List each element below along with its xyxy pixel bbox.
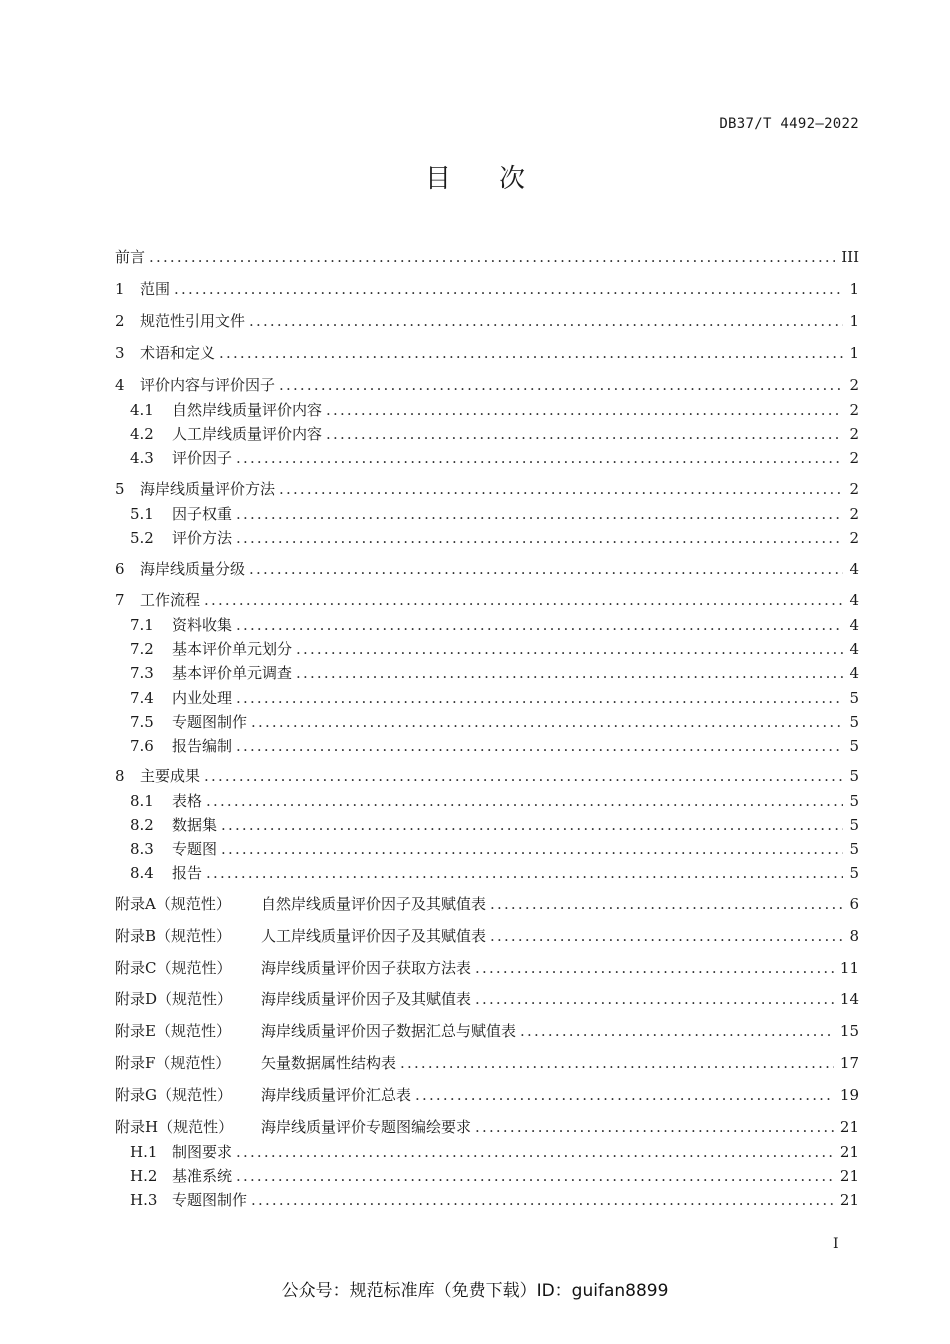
toc-entry-label (115, 988, 471, 1009)
toc-entry-number: 7.6 (130, 737, 154, 755)
toc-leader-dots (415, 1086, 834, 1104)
toc-entry-number: 1 (115, 280, 125, 298)
toc-entry-page: 5 (849, 737, 859, 755)
toc-entry-number: 4 (115, 376, 125, 394)
toc-entry-label (115, 893, 486, 914)
toc-entry-label (115, 925, 486, 946)
toc-entry-page: 4 (849, 664, 859, 682)
toc-entry-title: 专题图制作 (172, 713, 248, 731)
toc-entry-label (115, 278, 170, 299)
toc-entry-label (130, 735, 232, 756)
toc-entry-title: 评价内容与评价因子 (140, 376, 276, 394)
toc-entry-label (130, 614, 232, 635)
toc-entry[interactable] (115, 893, 859, 914)
toc-entry-number: 8.1 (130, 792, 154, 810)
toc-entry-number: 8.3 (130, 840, 154, 858)
toc-entry-number: H.2 (130, 1167, 158, 1185)
toc-entry-page: 1 (849, 344, 859, 362)
toc-leader-dots (204, 591, 843, 609)
toc-entry-label (115, 1084, 411, 1105)
toc-entry-title: 人工岸线质量评价因子及其赋值表 (261, 927, 487, 945)
toc-leader-dots (236, 616, 843, 634)
toc-entry-label (115, 1116, 471, 1137)
toc-entry-label (130, 662, 292, 683)
toc-entry[interactable] (115, 1084, 859, 1105)
toc-entry-number: 附录E（规范性） (115, 1022, 231, 1040)
toc-entry-page: 1 (849, 312, 859, 330)
toc-entry-title: 海岸线质量评价因子及其赋值表 (261, 990, 472, 1008)
toc-entry-label (130, 687, 232, 708)
toc-entry-number: 附录A（规范性） (115, 895, 231, 913)
toc-entry-title: 基本评价单元划分 (172, 640, 293, 658)
toc-entry-page: 5 (849, 816, 859, 834)
toc-leader-dots (236, 505, 843, 523)
toc-leader-dots (236, 689, 843, 707)
toc-leader-dots (490, 927, 843, 945)
toc-entry[interactable] (115, 790, 859, 811)
toc-entry-number: 2 (115, 312, 125, 330)
toc-entry-title: 术语和定义 (140, 344, 216, 362)
toc-entry-page: 5 (849, 713, 859, 731)
toc-entry-page: III (841, 248, 859, 266)
toc-entry-page: 5 (849, 767, 859, 785)
toc-entry-title: 海岸线质量评价因子数据汇总与赋值表 (261, 1022, 517, 1040)
toc-entry-label (130, 423, 322, 444)
toc-entry-title: 主要成果 (140, 767, 201, 785)
toc-entry-number: 7.2 (130, 640, 154, 658)
toc-entry[interactable] (115, 558, 859, 579)
toc-leader-dots (174, 280, 843, 298)
toc-entry-title: 海岸线质量评价专题图编绘要求 (261, 1118, 472, 1136)
toc-entry[interactable] (115, 862, 859, 883)
toc-entry-page: 4 (849, 591, 859, 609)
toc-entry-title: 自然岸线质量评价因子及其赋值表 (261, 895, 487, 913)
toc-leader-dots (520, 1022, 834, 1040)
toc-entry-title: 海岸线质量评价汇总表 (261, 1086, 412, 1104)
toc-entry-label (130, 447, 232, 468)
toc-entry-label (115, 1052, 396, 1073)
toc-entry-title: 矢量数据属性结构表 (261, 1054, 397, 1072)
toc-entry[interactable] (115, 310, 859, 331)
toc-entry-title: 专题图制作 (172, 1191, 248, 1209)
toc-entry-number: 5 (115, 480, 125, 498)
toc-entry[interactable] (115, 1052, 859, 1073)
toc-entry[interactable] (115, 399, 859, 420)
toc-entry-label (130, 1165, 232, 1186)
toc-entry-title: 海岸线质量评价因子获取方法表 (261, 959, 472, 977)
toc-entry[interactable] (115, 278, 859, 299)
toc-entry-page: 21 (839, 1167, 859, 1185)
toc-leader-dots (249, 560, 843, 578)
toc-entry-label (130, 1141, 232, 1162)
toc-entry-title: 前言 (115, 248, 146, 266)
toc-entry-title: 专题图 (172, 840, 218, 858)
toc-entry-label (115, 957, 471, 978)
toc-entry-number: H.1 (130, 1143, 158, 1161)
toc-leader-dots (279, 480, 843, 498)
toc-leader-dots (249, 312, 843, 330)
toc-entry-number: 7.5 (130, 713, 154, 731)
toc-entry[interactable] (115, 1020, 859, 1041)
toc-entry-page: 2 (849, 376, 859, 394)
toc-entry[interactable] (115, 527, 859, 548)
toc-entry-title: 制图要求 (172, 1143, 233, 1161)
toc-entry-label (130, 638, 292, 659)
toc-leader-dots (236, 529, 843, 547)
toc-entry[interactable] (115, 478, 859, 499)
toc-entry-label (115, 765, 200, 786)
toc-entry[interactable] (115, 1116, 859, 1137)
toc-entry[interactable] (115, 838, 859, 859)
toc-entry-number: 附录H（规范性） (115, 1118, 234, 1136)
toc-entry-page: 21 (839, 1143, 859, 1161)
toc-entry-title: 资料收集 (172, 616, 233, 634)
toc-entry[interactable] (115, 374, 859, 395)
toc-entry-label (115, 589, 200, 610)
document-code: DB37/T 4492—2022 (719, 116, 859, 132)
toc-leader-dots (326, 401, 843, 419)
toc-entry[interactable] (115, 638, 859, 659)
toc-entry-page: 14 (839, 990, 859, 1008)
toc-entry-number: 5.1 (130, 505, 154, 523)
toc-entry-number: 7.1 (130, 616, 154, 634)
watermark-text: 公众号：规范标准库（免费下载）ID：guifan8899 (281, 1281, 669, 1301)
toc-entry-title: 海岸线质量分级 (140, 560, 246, 578)
toc-entry[interactable] (115, 988, 859, 1009)
toc-entry-number: 附录B（规范性） (115, 927, 232, 945)
toc-entry-title: 基准系统 (172, 1167, 233, 1185)
toc-entry-page: 2 (849, 505, 859, 523)
toc-entry-label (130, 527, 232, 548)
toc-entry[interactable] (115, 814, 859, 835)
toc-entry-label (130, 862, 202, 883)
toc-entry-number: 4.1 (130, 401, 154, 419)
toc-entry[interactable] (115, 246, 859, 267)
toc-entry-number: 附录G（规范性） (115, 1086, 232, 1104)
toc-leader-dots (279, 376, 843, 394)
toc-entry-page: 6 (849, 895, 859, 913)
toc-leader-dots (251, 1191, 834, 1209)
toc-entry[interactable] (115, 1189, 859, 1210)
toc-entry-page: 8 (849, 927, 859, 945)
toc-entry-page: 21 (839, 1118, 859, 1136)
toc-entry-label (115, 1020, 516, 1041)
toc-leader-dots (326, 425, 843, 443)
toc-entry-number: 7.4 (130, 689, 154, 707)
toc-entry-number: 7 (115, 591, 125, 609)
toc-leader-dots (206, 792, 843, 810)
toc-entry-number: 3 (115, 344, 125, 362)
toc-leader-dots (475, 990, 834, 1008)
toc-entry-page: 2 (849, 449, 859, 467)
toc-leader-dots (206, 864, 843, 882)
toc-entry[interactable] (115, 1165, 859, 1186)
toc-entry-label (115, 558, 245, 579)
toc-entry-number: 8.2 (130, 816, 154, 834)
toc-entry[interactable] (115, 711, 859, 732)
toc-entry-title: 评价因子 (172, 449, 233, 467)
toc-entry-title: 报告编制 (172, 737, 233, 755)
toc-entry-title: 数据集 (172, 816, 218, 834)
toc-entry-title: 人工岸线质量评价内容 (172, 425, 323, 443)
toc-entry-page: 4 (849, 560, 859, 578)
toc-entry-page: 2 (849, 425, 859, 443)
toc-entry-title: 工作流程 (140, 591, 201, 609)
toc-entry[interactable] (115, 589, 859, 610)
toc-entry[interactable] (115, 447, 859, 468)
toc-entry-title: 表格 (172, 792, 203, 810)
toc-entry-number: 7.3 (130, 664, 154, 682)
toc-entry-title: 因子权重 (172, 505, 233, 523)
toc-entry[interactable] (115, 423, 859, 444)
toc-entry[interactable] (115, 1141, 859, 1162)
toc-leader-dots (236, 1167, 834, 1185)
toc-entry-label (115, 374, 275, 395)
toc-entry-number: 4.3 (130, 449, 154, 467)
toc-leader-dots (400, 1054, 834, 1072)
toc-entry-number: 8 (115, 767, 125, 785)
toc-leader-dots (221, 816, 843, 834)
toc-entry-title: 基本评价单元调查 (172, 664, 293, 682)
toc-entry-page: 11 (839, 959, 859, 977)
toc-entry-title: 规范性引用文件 (140, 312, 246, 330)
toc-entry[interactable] (115, 765, 859, 786)
toc-leader-dots (296, 664, 843, 682)
toc-entry-page: 2 (849, 401, 859, 419)
toc-entry-label (115, 246, 145, 267)
toc-leader-dots (251, 713, 843, 731)
toc-leader-dots (475, 1118, 834, 1136)
toc-entry-label (115, 342, 215, 363)
toc-entry-page: 5 (849, 840, 859, 858)
toc-entry-label (130, 790, 202, 811)
toc-entry[interactable] (115, 503, 859, 524)
toc-entry-title: 自然岸线质量评价内容 (172, 401, 323, 419)
toc-leader-dots (490, 895, 843, 913)
toc-entry-label (130, 503, 232, 524)
toc-entry-number: 附录C（规范性） (115, 959, 232, 977)
toc-leader-dots (219, 344, 843, 362)
toc-entry[interactable] (115, 957, 859, 978)
toc-entry-label (115, 478, 275, 499)
toc-entry-label (130, 399, 322, 420)
toc-entry-label (130, 1189, 247, 1210)
toc-entry[interactable] (115, 342, 859, 363)
toc-entry-page: 21 (839, 1191, 859, 1209)
toc-entry-label (130, 814, 217, 835)
toc-entry-number: H.3 (130, 1191, 158, 1209)
toc-leader-dots (204, 767, 843, 785)
toc-entry-page: 4 (849, 640, 859, 658)
toc-entry-page: 17 (839, 1054, 859, 1072)
toc-entry[interactable] (115, 735, 859, 756)
toc-entry-page: 5 (849, 792, 859, 810)
toc-entry-number: 附录D（规范性） (115, 990, 233, 1008)
toc-entry-title: 范围 (140, 280, 171, 298)
toc-entry-title: 评价方法 (172, 529, 233, 547)
toc-entry-number: 8.4 (130, 864, 154, 882)
toc-entry-title: 内业处理 (172, 689, 233, 707)
toc-entry-number: 4.2 (130, 425, 154, 443)
toc-leader-dots (236, 449, 843, 467)
toc-entry-page: 5 (849, 689, 859, 707)
toc-entry-title: 报告 (172, 864, 203, 882)
toc-leader-dots (236, 1143, 834, 1161)
page-title: 目次 (424, 164, 573, 194)
toc-entry-page: 1 (849, 280, 859, 298)
toc-entry-page: 5 (849, 864, 859, 882)
toc-entry[interactable] (115, 925, 859, 946)
toc-entry-number: 6 (115, 560, 125, 578)
toc-entry-page: 15 (839, 1022, 859, 1040)
toc-leader-dots (149, 248, 835, 266)
toc-entry-page: 19 (839, 1086, 859, 1104)
toc-leader-dots (221, 840, 843, 858)
toc-entry-title: 海岸线质量评价方法 (140, 480, 276, 498)
toc-entry-label (130, 838, 217, 859)
toc-entry-number: 5.2 (130, 529, 154, 547)
toc-entry[interactable] (115, 662, 859, 683)
toc-entry-page: 2 (849, 529, 859, 547)
toc-leader-dots (236, 737, 843, 755)
toc-entry-label (130, 711, 247, 732)
toc-entry[interactable] (115, 614, 859, 635)
toc-leader-dots (296, 640, 843, 658)
toc-entry-label (115, 310, 245, 331)
page-number: I (833, 1236, 839, 1252)
toc-entry-page: 4 (849, 616, 859, 634)
toc-entry-page: 2 (849, 480, 859, 498)
toc-leader-dots (475, 959, 834, 977)
toc-entry-number: 附录F（规范性） (115, 1054, 231, 1072)
toc-entry[interactable] (115, 687, 859, 708)
